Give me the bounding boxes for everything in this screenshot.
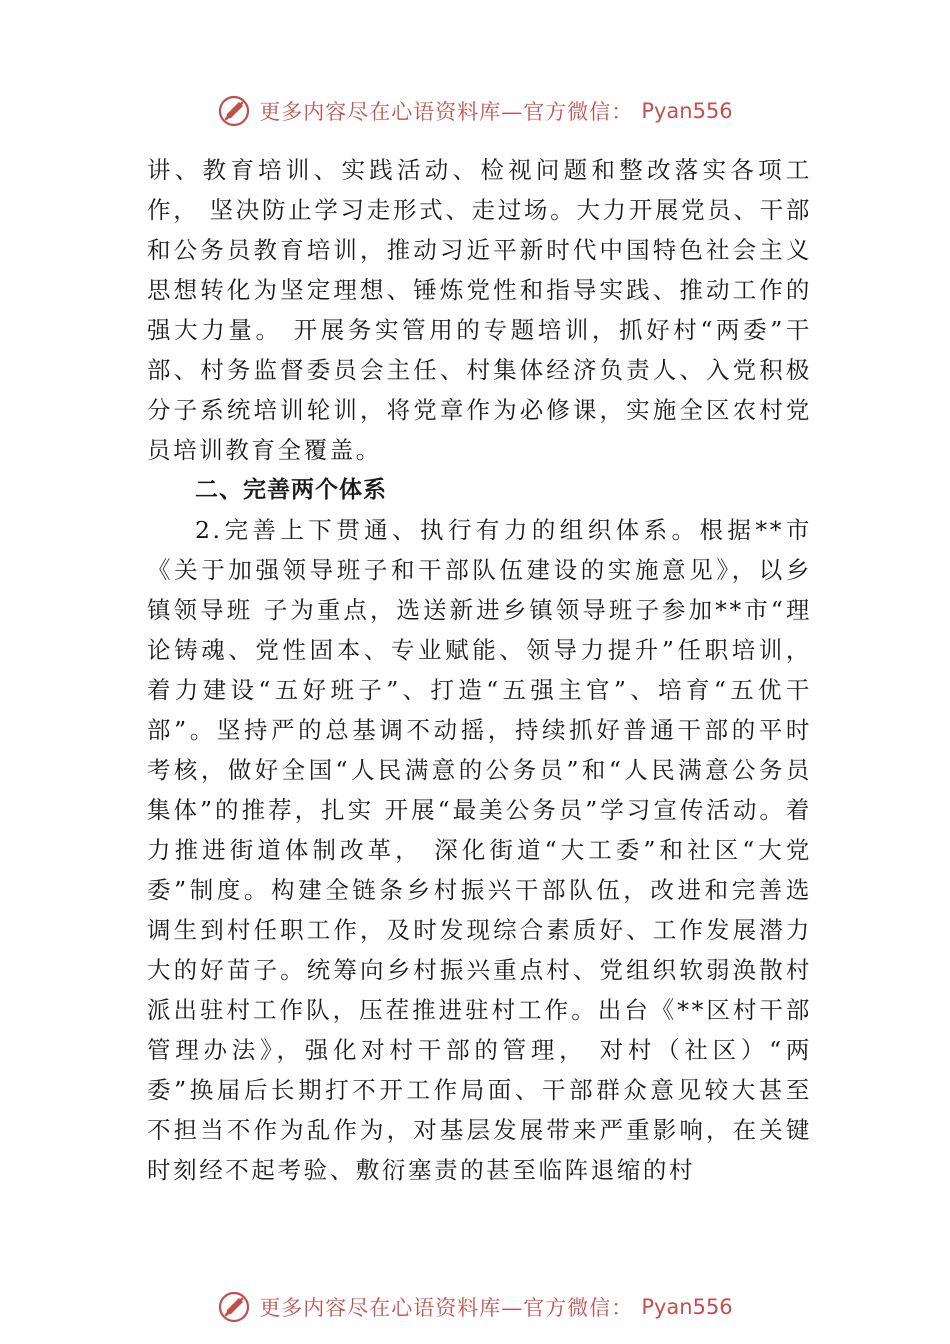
watermark-handle: Pyan556 (641, 1295, 733, 1319)
section-heading: 二、完善两个体系 (195, 477, 387, 503)
document-body (147, 150, 812, 1190)
paragraph-1: 讲、教育培训、实践活动、检视问题和整改落实各项工作， 坚决防止学习走形式、走过场。大力开展党员、干部和公务员教育培训，推动习近平新时代中国特色社会主义思想转化为坚定理想、锤炼党性和指导实践、推动工作的强大力量。 开展务实管用的专题培训，抓好村“两委”干部、村务监督委员会主任、村集体经济负责人、入党积极分子系统培训轮训，将党章作为必修课，实施全区农村党员培训教育全覆盖。 (147, 156, 812, 464)
logo-icon (217, 94, 251, 128)
watermark-handle: Pyan556 (641, 99, 733, 123)
footer-watermark (0, 1290, 950, 1324)
watermark-text: 更多内容尽在心语资料库—官方微信： (259, 100, 634, 124)
paragraph-2: 2.完善上下贯通、执行有力的组织体系。根据**市《关于加强领导班子和干部队伍建设的实施意见》，以乡镇领导班 子为重点，选送新进乡镇领导班子参加**市“理论铸魂、党性固本、专业赋能、领导力提升”任职培训，着力建设“五好班子”、打造“五强主官”、培育“五优干部”。坚持严的总基调不动摇，持续抓好普通干部的平时考核，做好全国“人民满意的公务员”和“人民满意公务员集体”的推荐，扎实 开展“最美公务员”学习宣传活动。着力推进街道体制改革， 深化街道“大工委”和社区“大党委”制度。构建全链条乡村振兴干部队伍，改进和完善选调生到村任职工作，及时发现综合素质好、工作发展潜力大的好苗子。统筹向乡村振兴重点村、党组织软弱涣散村派出驻村工作队，压茬推进驻村工作。出台《**区村干部管理办法》，强化对村干部的管理， 对村（社区）“两委”换届后长期打不开工作局面、干部群众意见较大甚至不担当不作为乱作为，对基层发展带来严重影响，在关键时刻经不起考验、敷衍塞责的甚至临阵退缩的村 (147, 516, 812, 1184)
logo-icon (217, 1290, 251, 1324)
header-watermark (0, 94, 950, 128)
watermark-text: 更多内容尽在心语资料库—官方微信： (259, 1296, 634, 1320)
